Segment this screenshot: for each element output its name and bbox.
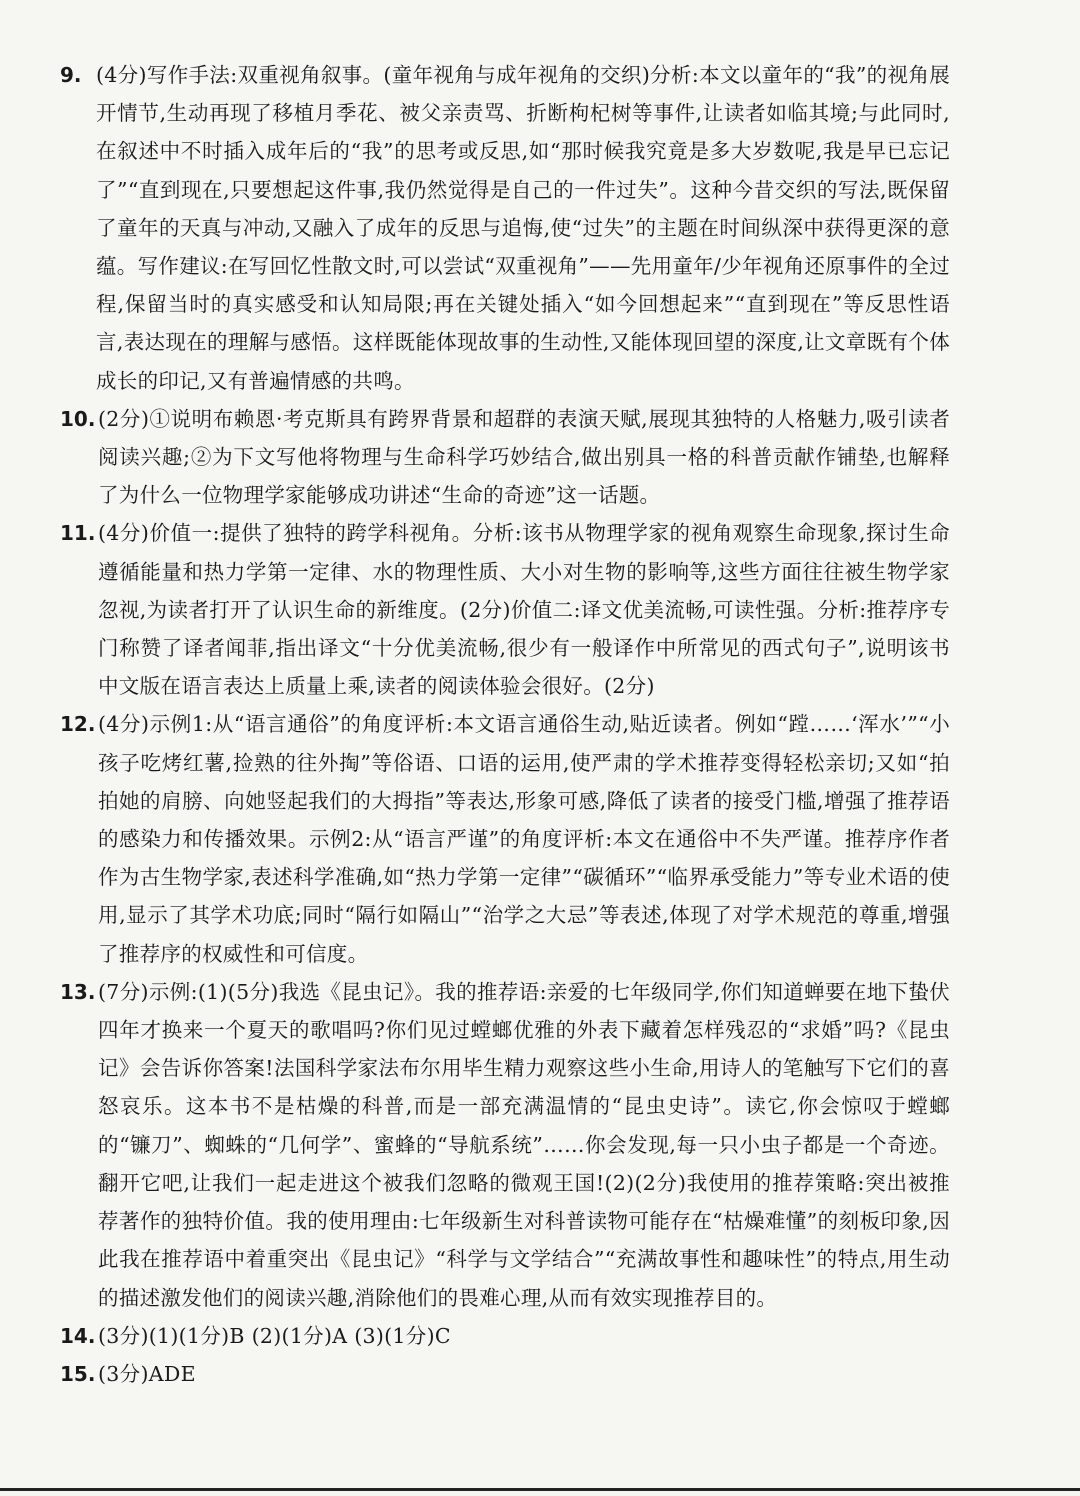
answer-item-12 (60, 705, 950, 972)
answer-text: (3分)(1)(1分)B (2)(1分)A (3)(1分)C (98, 1323, 451, 1348)
question-number: 12. (60, 712, 96, 737)
answer-item-14 (60, 1317, 950, 1355)
bottom-divider (0, 1488, 1080, 1491)
answer-item-10 (60, 400, 950, 515)
question-number: 9. (60, 63, 82, 87)
answer-text: (2分)①说明布赖恩·考克斯具有跨界背景和超群的表演天赋,展现其独特的人格魅力,吸引读者阅读兴趣;②为下文写他将物理与生命科学巧妙结合,做出别具一格的科普贡献作铺垫,也解释了为什么一位物理学家能够成功讲述“生命的奇迹”这一话题。 (98, 406, 950, 508)
answer-text: (4分)写作手法:双重视角叙事。(童年视角与成年视角的交织)分析:本文以童年的“我”的视角展开情节,生动再现了移植月季花、被父亲责骂、折断枸杞树等事件,让读者如临其境;与此同时,在叙述中不时插入成年后的“我”的思考或反思,如“那时候我究竟是多大岁数呢,我是早已忘记了”“直到现在,只要想起这件事,我仍然觉得是自己的一件过失”。这种今昔交织的写法,既保留了童年的天真与冲动,又融入了成年的反思与追悔,使“过失”的主题在时间纵深中获得更深的意蕴。写作建议:在写回忆性散文时,可以尝试“双重视角”——先用童年/少年视角还原事件的全过程,保留当时的真实感受和认知局限;再在关键处插入“如今回想起来”“直到现在”等反思性语言,表达现在的理解与感悟。这样既能体现故事的生动性,又能体现回望的深度,让文章既有个体成长的印记,又有普遍情感的共鸣。 (96, 63, 950, 393)
answer-item-9 (60, 56, 950, 400)
question-number: 11. (60, 521, 96, 546)
answer-item-11 (60, 514, 950, 705)
question-number: 15. (60, 1361, 96, 1386)
question-number: 13. (60, 979, 96, 1004)
answer-text: (7分)示例:(1)(5分)我选《昆虫记》。我的推荐语:亲爱的七年级同学,你们知道蝉要在地下蛰伏四年才换来一个夏天的歌唱吗?你们见过螳螂优雅的外表下藏着怎样残忍的“求婚”吗?《昆虫记》会告诉你答案!法国科学家法布尔用毕生精力观察这些小生命,用诗人的笔触写下它们的喜怒哀乐。这本书不是枯燥的科普,而是一部充满温情的“昆虫史诗”。读它,你会惊叹于螳螂的“镰刀”、蜘蛛的“几何学”、蜜蜂的“导航系统”……你会发现,每一只小虫子都是一个奇迹。翻开它吧,让我们一起走进这个被我们忽略的微观王国!(2)(2分)我使用的推荐策略:突出被推荐著作的独特价值。我的使用理由:七年级新生对科普读物可能存在“枯燥难懂”的刻板印象,因此我在推荐语中着重突出《昆虫记》“科学与文学结合”“充满故事性和趣味性”的特点,用生动的描述激发他们的阅读兴趣,消除他们的畏难心理,从而有效实现推荐目的。 (98, 979, 950, 1310)
question-number: 14. (60, 1323, 96, 1348)
answer-text: (4分)价值一:提供了独特的跨学科视角。分析:该书从物理学家的视角观察生命现象,探讨生命遵循能量和热力学第一定律、水的物理性质、大小对生物的影响等,这些方面往往被生物学家忽视,为读者打开了认识生命的新维度。(2分)价值二:译文优美流畅,可读性强。分析:推荐序专门称赞了译者闻菲,指出译文“十分优美流畅,很少有一般译作中所常见的西式句子”,说明该书中文版在语言表达上质量上乘,读者的阅读体验会很好。(2分) (98, 521, 950, 699)
answer-item-13 (60, 973, 950, 1317)
answer-text: (4分)示例1:从“语言通俗”的角度评析:本文语言通俗生动,贴近读者。例如“蹚……‘浑水’”“小孩子吃烤红薯,捡熟的往外掏”等俗语、口语的运用,使严肃的学术推荐变得轻松亲切;又如“拍拍她的肩膀、向她竖起我们的大拇指”等表达,形象可感,降低了读者的接受门槛,增强了推荐语的感染力和传播效果。示例2:从“语言严谨”的角度评析:本文在通俗中不失严谨。推荐序作者作为古生物学家,表述科学准确,如“热力学第一定律”“碳循环”“临界承受能力”等专业术语的使用,显示了其学术功底;同时“隔行如隔山”“治学之大忌”等表述,体现了对学术规范的尊重,增强了推荐序的权威性和可信度。 (98, 712, 950, 966)
answer-list (60, 56, 950, 1393)
answer-item-15 (60, 1355, 950, 1393)
question-number: 10. (60, 406, 96, 431)
answer-text: (3分)ADE (98, 1361, 196, 1386)
